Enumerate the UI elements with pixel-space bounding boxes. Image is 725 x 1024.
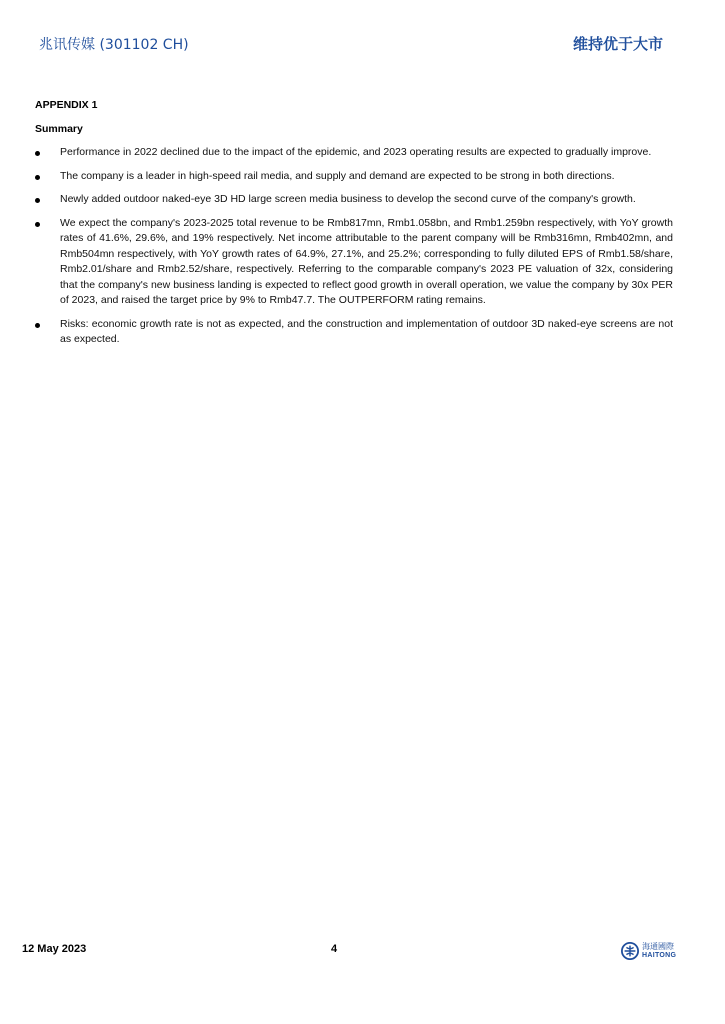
bullet-dot-icon: [35, 323, 40, 328]
bullet-text: We expect the company's 2023-2025 total revenue to be Rmb817mn, Rmb1.058bn, and Rmb1.259bn respectively, with YoY growth rates of 41.6%, 29.6%, and 19% respectively. Net income attributable to the parent company will be Rmb316mn, Rmb402mn, and Rmb504mn respectively, with YoY growth rates of 64.9%, 27.1%, and 25.2%; corresponding to fully diluted EPS of Rmb1.58/share, Rmb2.01/share and Rmb2.52/share, respectively. Referring to the comparable company's 2023 PE valuation of 32x, considering that the company's new business landing is expected to reflect good growth in overall operation, we value the company by 30x PER of 2023, and raised the target price by 9% to Rmb47.7. The OUTPERFORM rating remains.: [60, 216, 673, 306]
section-title: APPENDIX 1: [35, 99, 98, 111]
bullet-dot-icon: [35, 198, 40, 203]
bullet-dot-icon: [35, 222, 40, 227]
bullet-dot-icon: [35, 175, 40, 180]
haitong-logo-en: HAITONG: [642, 952, 677, 959]
haitong-logo-text: [642, 942, 676, 960]
bullet-item: [35, 216, 673, 309]
bullet-dot-icon: [35, 151, 40, 156]
bullet-item: [35, 169, 673, 185]
page-header-left: 兆讯传媒 (301102 CH): [39, 37, 189, 53]
bullet-item: [35, 317, 673, 348]
bullet-text: Risks: economic growth rate is not as expected, and the construction and implementation of outdoor 3D naked-eye screens are not as expected.: [60, 317, 673, 345]
bullet-item: [35, 145, 673, 161]
bullet-text: Performance in 2022 declined due to the impact of the epidemic, and 2023 operating results are expected to gradually improve.: [60, 146, 652, 158]
subsection-title: Summary: [35, 123, 83, 135]
footer-date: 12 May 2023: [22, 943, 87, 955]
bullet-text: The company is a leader in high-speed rail media, and supply and demand are expected to be strong in both directions.: [60, 169, 615, 182]
haitong-logo-mark-icon: [621, 942, 639, 960]
bullet-item: [35, 192, 673, 208]
bullet-text: Newly added outdoor naked-eye 3D HD large screen media business to develop the second curve of the company's growth.: [60, 193, 636, 205]
summary-bullet-list: [35, 145, 673, 356]
footer-page-number: 4: [331, 943, 338, 955]
haitong-logo-cn: 海通國際: [642, 942, 674, 951]
haitong-logo: [621, 940, 681, 962]
page-header-rating: 维持优于大市: [572, 35, 663, 53]
